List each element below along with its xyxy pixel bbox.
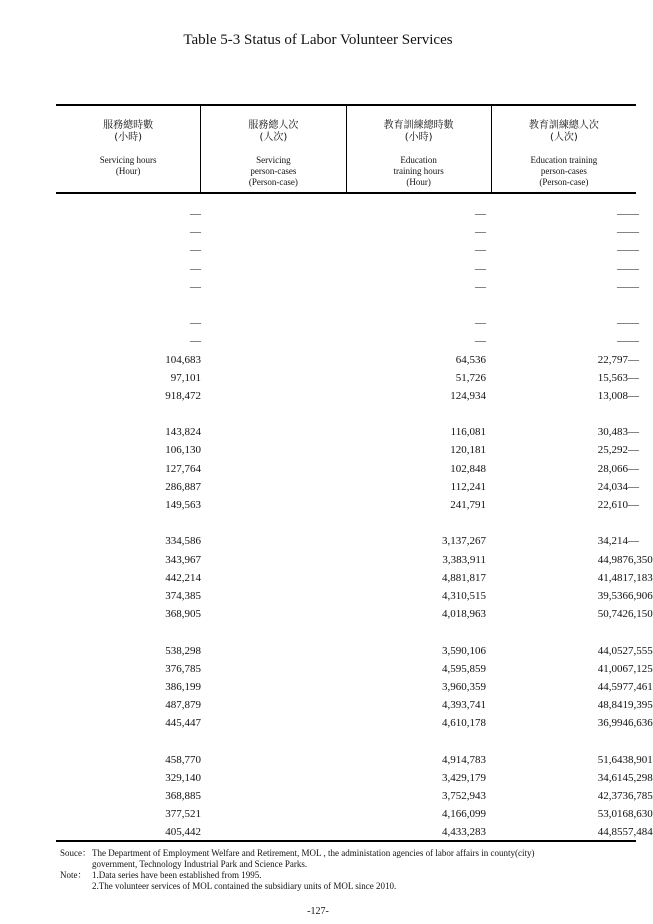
table-row xyxy=(56,332,639,350)
table-cell: — xyxy=(475,262,486,275)
table-cell: 8,901 xyxy=(628,753,653,766)
table-cell: 368,885 xyxy=(165,790,201,802)
table-cell: 4,310,515 xyxy=(442,589,486,602)
table-row xyxy=(56,769,653,787)
table-cell: — xyxy=(190,226,201,239)
table-cell: — xyxy=(617,335,628,348)
table-cell: 39,536 xyxy=(597,589,628,602)
header-zh: 教育訓練總時數 xyxy=(383,120,454,131)
table-row xyxy=(56,805,653,823)
note-2: 2.The volunteer services of MOL contained the subsidiary units of MOL since 2010. xyxy=(92,881,397,891)
table-cell: — xyxy=(628,389,639,402)
table-cell: 143,824 xyxy=(165,426,201,439)
table-cell: — xyxy=(617,317,628,330)
table-row xyxy=(56,205,639,223)
table-cell: 127,764 xyxy=(165,462,201,475)
table-cell: 34,214 xyxy=(597,535,628,548)
table-cell: — xyxy=(628,226,639,239)
source-text-cont: government, Technology Industrial Park and Science Parks. xyxy=(92,859,308,869)
header-servicing-person-cases xyxy=(200,106,345,192)
table-row xyxy=(56,605,653,623)
table-cell: — xyxy=(190,208,201,220)
table-row xyxy=(56,314,639,332)
header-education-person-cases xyxy=(491,106,636,192)
table-row xyxy=(56,587,653,605)
group-spacer xyxy=(56,623,636,641)
table-cell: 48,841 xyxy=(597,699,628,712)
table-row xyxy=(56,460,639,478)
table-cell: 4,595,859 xyxy=(442,662,486,675)
table-cell: — xyxy=(190,280,201,293)
table-title: Table 5-3 Status of Labor Volunteer Services xyxy=(183,32,453,48)
table-cell: 104,683 xyxy=(165,353,201,366)
header-education-hours xyxy=(346,106,491,192)
table-cell: 458,770 xyxy=(165,753,201,766)
table-cell: 6,785 xyxy=(628,790,653,802)
table-cell: 44,987 xyxy=(597,553,628,566)
table-row xyxy=(56,423,639,441)
table-cell: 538,298 xyxy=(165,644,201,657)
table-cell: 4,433,283 xyxy=(442,826,486,839)
table-cell: 329,140 xyxy=(165,771,201,784)
table-row xyxy=(56,278,639,296)
table-cell: — xyxy=(628,244,639,257)
table-cell: 42,373 xyxy=(597,790,628,802)
header-en: Education xyxy=(400,155,437,165)
table-cell: 6,636 xyxy=(628,717,653,730)
table-cell: — xyxy=(628,462,639,475)
table-cell: 3,137,267 xyxy=(442,535,486,548)
table-cell: 286,887 xyxy=(165,480,201,493)
table-cell: 9,395 xyxy=(628,699,653,712)
table-notes xyxy=(60,848,630,892)
table-cell: 7,183 xyxy=(628,571,653,584)
table-cell: 7,555 xyxy=(628,644,653,657)
table-cell: 3,429,179 xyxy=(442,771,486,784)
table-cell: 112,241 xyxy=(450,480,486,493)
table-cell: 22,610 xyxy=(597,499,628,511)
table-cell: 36,994 xyxy=(597,717,628,730)
table-row xyxy=(56,260,639,278)
header-en: Education training xyxy=(530,155,598,165)
table-row xyxy=(56,678,653,696)
table-row xyxy=(56,551,653,569)
table-cell: 6,906 xyxy=(628,589,653,602)
table-row xyxy=(56,241,639,259)
group-spacer xyxy=(56,732,636,750)
header-zh-unit: (人次) xyxy=(259,132,288,143)
table-row xyxy=(56,223,639,241)
header-en: (Person-case) xyxy=(248,177,298,187)
table-cell: 149,563 xyxy=(165,499,201,511)
table-cell: 4,018,963 xyxy=(442,608,486,621)
table-cell: 3,590,106 xyxy=(442,644,486,657)
table-cell: 3,383,911 xyxy=(442,553,486,566)
table-cell: — xyxy=(617,244,628,257)
group-spacer xyxy=(56,405,636,423)
table-cell: — xyxy=(190,317,201,330)
table-cell: 41,006 xyxy=(597,662,628,675)
table-cell: 51,726 xyxy=(455,371,486,384)
table-cell: 102,848 xyxy=(450,462,486,475)
table-cell: 377,521 xyxy=(165,808,201,821)
header-servicing-hours xyxy=(56,106,200,192)
table-cell: 116,081 xyxy=(450,426,486,439)
table-row xyxy=(56,751,653,769)
table-cell: 6,350 xyxy=(628,553,653,566)
table-cell: — xyxy=(475,244,486,257)
table-cell: 4,914,783 xyxy=(442,753,486,766)
table-row xyxy=(56,696,653,714)
table-cell: 487,879 xyxy=(165,699,201,712)
table-cell: 4,610,178 xyxy=(442,717,486,730)
table-cell: — xyxy=(190,262,201,275)
table-cell: 64,536 xyxy=(455,353,486,366)
table-cell: 15,563 xyxy=(597,371,628,384)
table-cell: — xyxy=(628,480,639,493)
table-header xyxy=(56,104,636,194)
table-cell: — xyxy=(475,335,486,348)
table-row xyxy=(56,823,653,841)
table-cell: 24,034 xyxy=(597,480,628,493)
header-zh: 服務總人次 xyxy=(248,120,299,131)
source-text: The Department of Employment Welfare and Retirement, MOL , the administation agencies of labor affairs in county(city) xyxy=(92,848,535,858)
table-cell: 97,101 xyxy=(170,371,201,384)
table-cell: 41,481 xyxy=(597,571,628,584)
header-en: person-cases xyxy=(250,166,297,176)
table-cell: 334,586 xyxy=(165,535,201,548)
table-row xyxy=(56,532,639,550)
table-cell: — xyxy=(617,226,628,239)
table-cell: — xyxy=(190,244,201,257)
group-spacer xyxy=(56,296,636,314)
table-body xyxy=(56,205,653,842)
table-cell: 50,742 xyxy=(597,608,628,621)
table-cell: — xyxy=(628,353,639,366)
table-cell: 4,881,817 xyxy=(442,571,486,584)
page-number: -127- xyxy=(307,906,329,917)
header-en: person-cases xyxy=(540,166,587,176)
table-cell: 44,597 xyxy=(597,680,628,693)
table-cell: 120,181 xyxy=(450,444,486,457)
group-spacer xyxy=(56,514,636,532)
table-row xyxy=(56,478,639,496)
table-cell: 343,967 xyxy=(165,553,201,566)
table-row xyxy=(56,369,639,387)
table-cell: 374,385 xyxy=(165,589,201,602)
table-cell: 3,960,359 xyxy=(442,680,486,693)
header-en: Servicing xyxy=(256,155,291,165)
table-cell: 22,797 xyxy=(597,353,628,366)
table-cell: 918,472 xyxy=(165,389,201,402)
header-en: training hours xyxy=(393,166,444,176)
table-cell: — xyxy=(475,317,486,330)
table-cell: — xyxy=(628,280,639,293)
table-cell: — xyxy=(475,208,486,220)
table-cell: 13,008 xyxy=(597,389,628,402)
table-cell: 4,166,099 xyxy=(442,808,486,821)
table-cell: 8,630 xyxy=(628,808,653,821)
table-cell: 4,393,741 xyxy=(442,699,486,712)
table-cell: 368,905 xyxy=(165,608,201,621)
table-cell: 25,292 xyxy=(597,444,628,457)
table-cell: — xyxy=(628,535,639,548)
table-cell: — xyxy=(475,226,486,239)
table-row xyxy=(56,441,639,459)
table-cell: 445,447 xyxy=(165,717,201,730)
table-cell: 7,461 xyxy=(628,680,653,693)
table-cell: — xyxy=(628,262,639,275)
table-cell: 28,066 xyxy=(597,462,628,475)
table-cell: — xyxy=(628,371,639,384)
header-zh-unit: (小時) xyxy=(114,132,143,143)
table-cell: — xyxy=(628,335,639,348)
table-row xyxy=(56,714,653,732)
table-cell: 3,752,943 xyxy=(442,790,486,802)
table-cell: 405,442 xyxy=(165,826,201,839)
table-cell: 7,484 xyxy=(628,826,653,839)
table-cell: — xyxy=(628,317,639,330)
table-row xyxy=(56,387,639,405)
table-cell: — xyxy=(617,280,628,293)
source-label: Souce： xyxy=(60,848,91,858)
table-cell: — xyxy=(475,280,486,293)
header-zh: 服務總時數 xyxy=(103,120,154,131)
table-cell: — xyxy=(617,208,628,220)
table-cell: 51,643 xyxy=(597,753,628,766)
table-bottom-rule xyxy=(56,840,636,842)
table-cell: 44,052 xyxy=(597,644,628,657)
table-cell: 6,150 xyxy=(628,608,653,621)
note-1: 1.Data series have been established from 1995. xyxy=(92,870,262,880)
header-zh-unit: (小時) xyxy=(404,132,433,143)
table-cell: 106,130 xyxy=(165,444,201,457)
table-cell: 5,298 xyxy=(628,771,653,784)
table-cell: 44,855 xyxy=(597,826,628,839)
header-en: (Hour) xyxy=(115,166,141,176)
table-row xyxy=(56,351,639,369)
table-cell: 53,016 xyxy=(597,808,628,821)
table-cell: 7,125 xyxy=(628,662,653,675)
header-zh: 教育訓練總人次 xyxy=(528,120,599,131)
table-cell: — xyxy=(628,499,639,511)
note-label: Note： xyxy=(60,870,87,880)
table-cell: — xyxy=(628,444,639,457)
table-cell: 124,934 xyxy=(450,389,486,402)
table-cell: — xyxy=(628,208,639,220)
header-en: (Hour) xyxy=(406,177,431,187)
table-cell: 442,214 xyxy=(165,571,201,584)
table-cell: 376,785 xyxy=(165,662,201,675)
table-row xyxy=(56,787,653,805)
header-en: (Person-case) xyxy=(539,177,589,187)
header-en: Servicing hours xyxy=(99,155,157,165)
table-cell: 241,791 xyxy=(450,499,486,511)
table-row xyxy=(56,569,653,587)
table-row xyxy=(56,642,653,660)
table-row xyxy=(56,496,639,514)
table-cell: — xyxy=(617,262,628,275)
table-cell: 34,614 xyxy=(597,771,628,784)
table-cell: 30,483 xyxy=(597,426,628,439)
table-row xyxy=(56,660,653,678)
header-zh-unit: (人次) xyxy=(549,132,578,143)
table-cell: — xyxy=(190,335,201,348)
table-cell: 386,199 xyxy=(165,680,201,693)
table-cell: — xyxy=(628,426,639,439)
